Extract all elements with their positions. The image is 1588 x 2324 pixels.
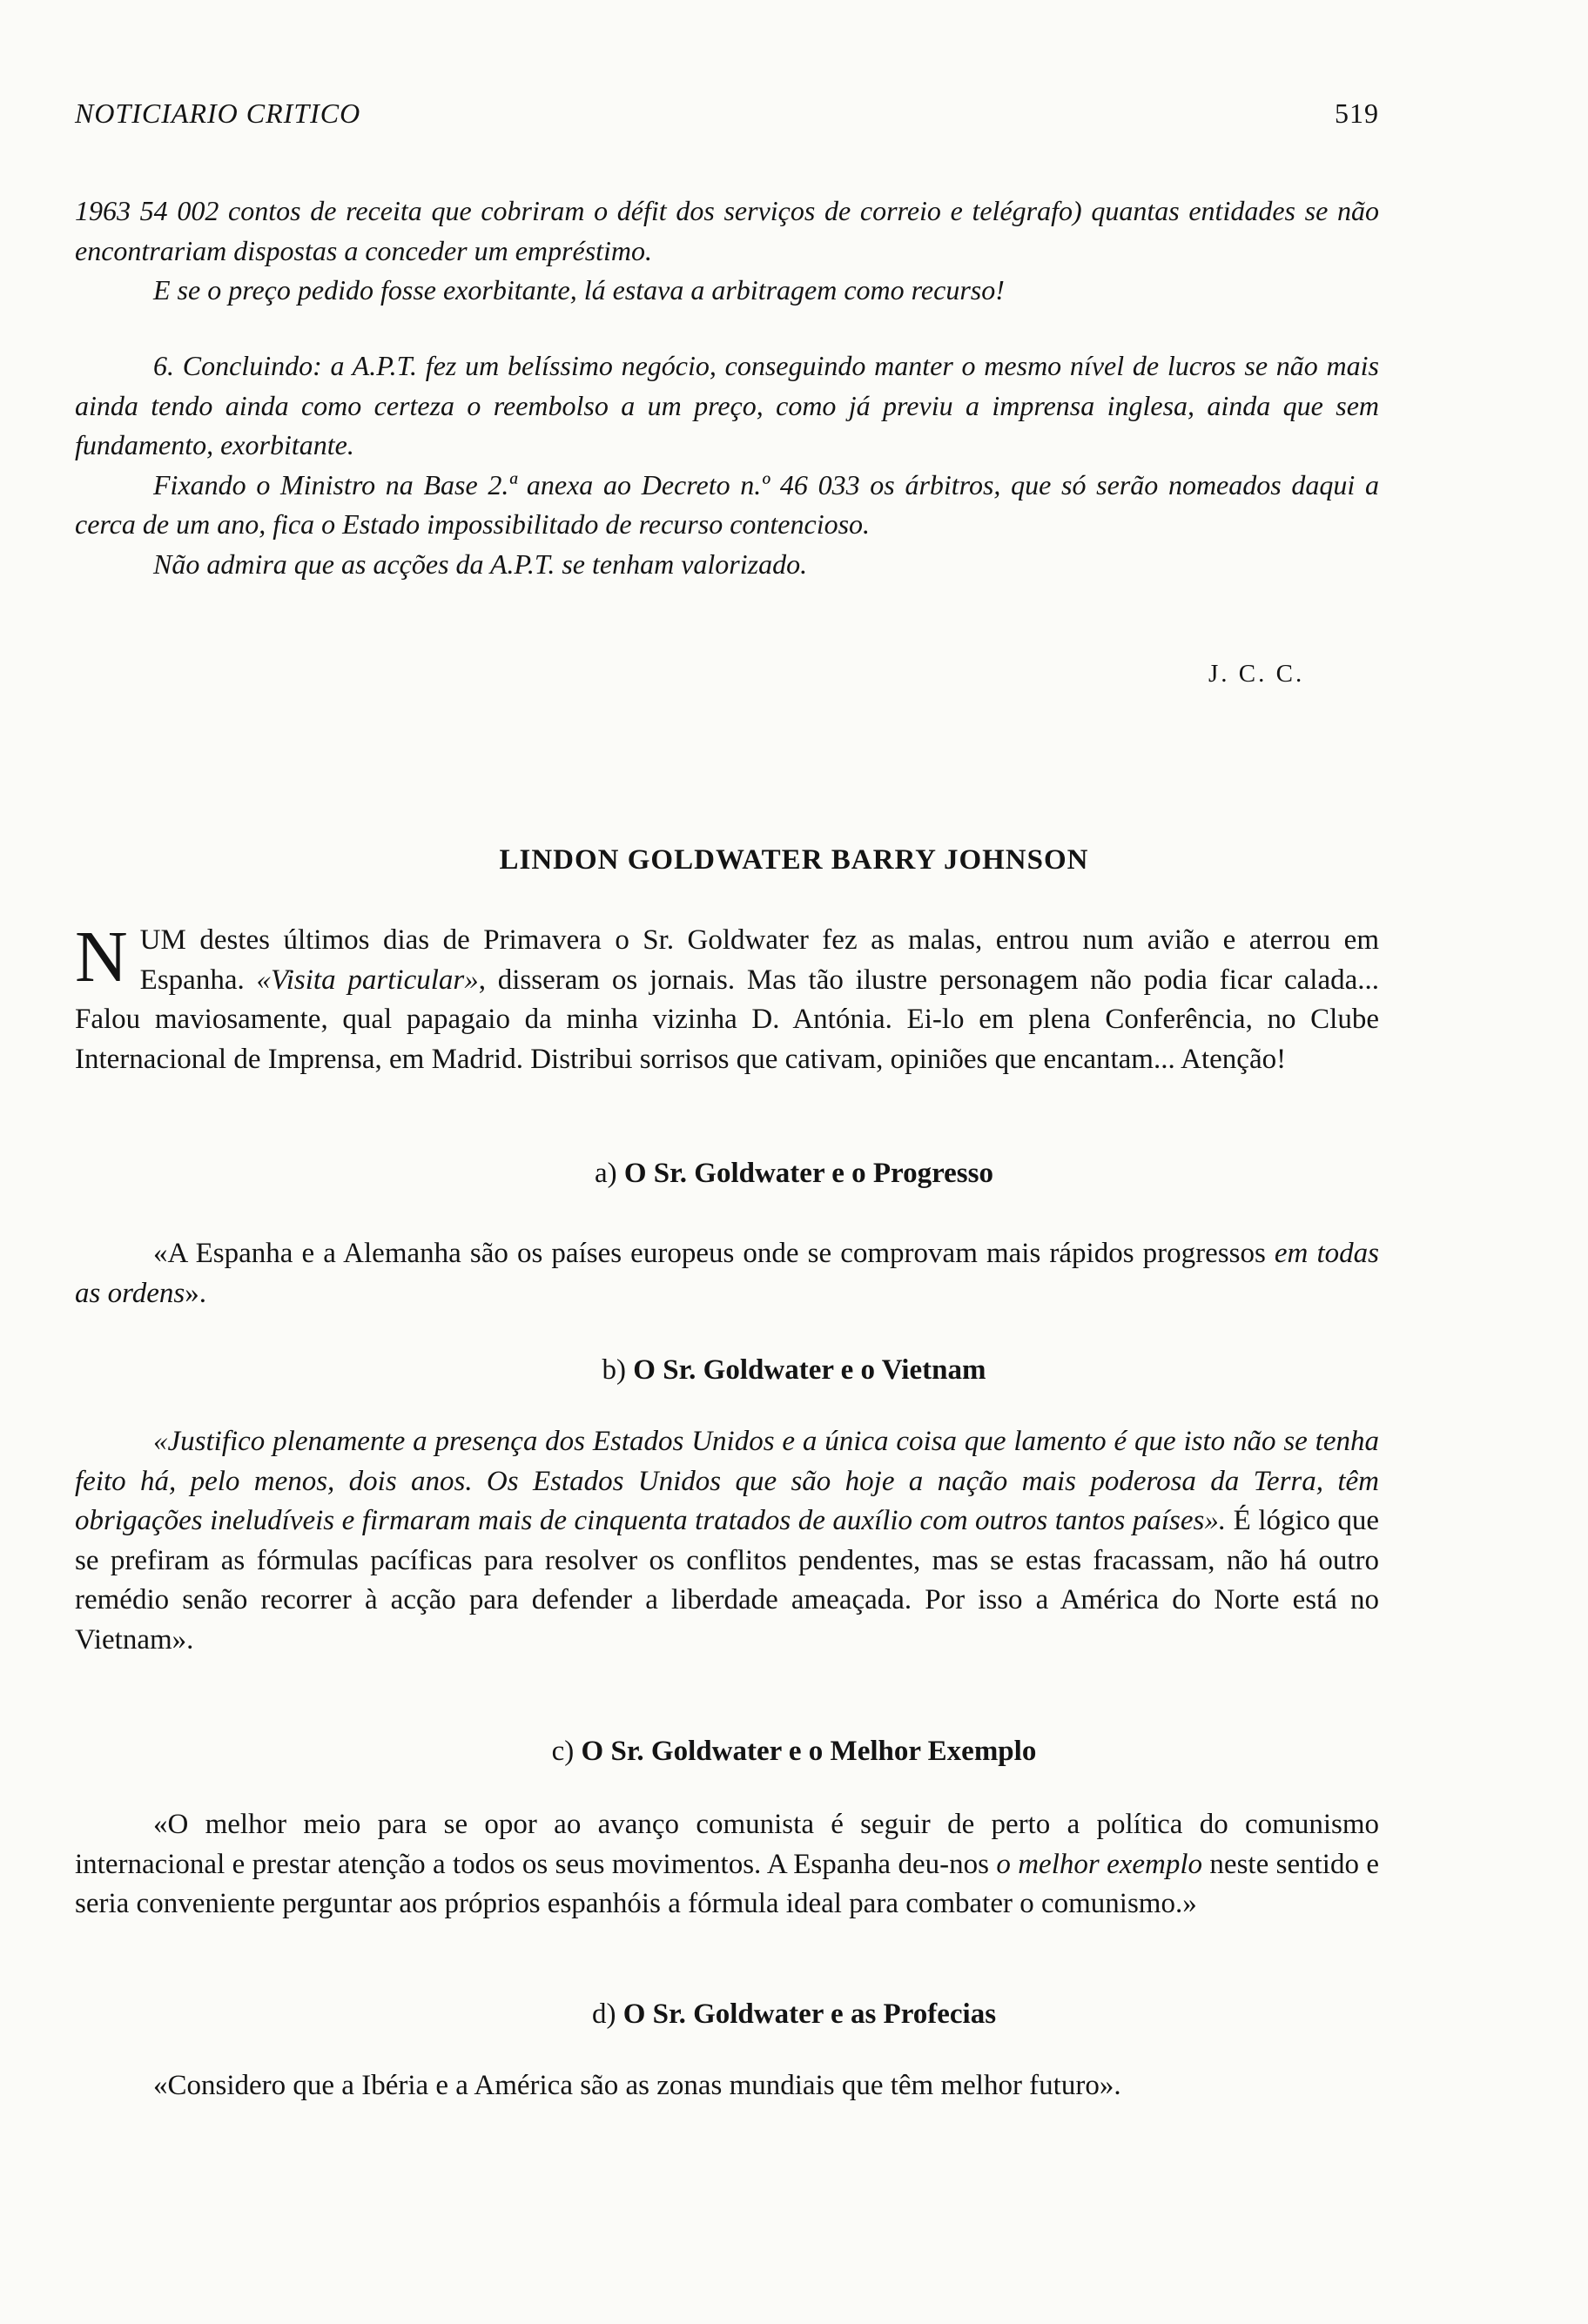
intro-quote: «Visita particular» — [256, 964, 479, 996]
b-text: É lógico que se prefiram as fórmulas pacíficas para resolver os conflitos pendentes, mas se estas fracassam, não há outro remédio senão recorrer à acção para defender a liberdade ameaçada. Por isso a América do Norte está no Vietnam». — [75, 1505, 1379, 1656]
section1-block2 — [75, 346, 1379, 584]
running-title: NOTICIARIO CRITICO — [75, 97, 361, 129]
c-text-end: neste sentido e seria conveniente perguntar aos próprios espanhóis a fórmula ideal para combater o comunismo.» — [75, 1848, 1379, 1919]
section-a-text — [75, 1234, 1379, 1313]
section1-para1: 1963 54 002 contos de receita que cobriram o défit dos serviços de correio e telégrafo) quantas entidades se não encontrariam dispostas a conceder um empréstimo. — [75, 195, 1379, 266]
running-header — [75, 97, 1379, 130]
b-text-italic: «Justifico plenamente a presença dos Estados Unidos e a única coisa que lamento é que isto não se tenha feito há, pelo menos, dois anos. Os Estados Unidos que são hoje a nação mais poderosa da Terra, têm obrigações ineludíveis e firmaram mais de cinquenta tratados de auxílio com outros tantos países». — [75, 1426, 1379, 1536]
article-intro — [75, 917, 1379, 1079]
section-c-text — [75, 1805, 1379, 1924]
section1-para5: Não admira que as acções da A.P.T. se tenham valorizado. — [153, 547, 808, 580]
subheading-b — [0, 1354, 1588, 1387]
subheading-c-title: O Sr. Goldwater e o Melhor Exemplo — [581, 1736, 1037, 1767]
section1-block1 — [75, 191, 1379, 311]
subheading-a-letter: a) — [595, 1158, 617, 1189]
article-title: LINDON GOLDWATER BARRY JOHNSON — [499, 844, 1089, 876]
subheading-d-letter: d) — [591, 1998, 616, 2030]
c-text-italic: o melhor exemplo — [996, 1848, 1203, 1880]
drop-cap: N — [75, 917, 128, 997]
section-b-text — [75, 1422, 1379, 1660]
c-text: «O melhor meio para se opor ao avanço comunista é seguir de perto a política do comunismo internacional e prestar atenção a todos os seus movimentos. A Espanha deu-nos — [75, 1809, 1379, 1880]
intro-start: UM destes últimos dias de Primavera o Sr. Goldwater fez as malas, entrou num avião e aterrou em Espanha. — [139, 924, 1379, 996]
section-d-text — [75, 2066, 1379, 2106]
a-text-end: ». — [185, 1277, 206, 1309]
section1-para3: 6. Concluindo: a A.P.T. fez um belíssimo negócio, conseguindo manter o mesmo nível de lucros se não mais ainda tendo ainda como certeza o reembolso a um preço, como já previu a imprensa inglesa, ainda que sem fundamento, exorbitante. — [75, 350, 1379, 460]
subheading-b-title: O Sr. Goldwater e o Vietnam — [633, 1354, 986, 1386]
a-text: «A Espanha e a Alemanha são os países europeus onde se comprovam mais rápidos progressos — [153, 1238, 1275, 1269]
subheading-a — [0, 1158, 1588, 1190]
subheading-a-title: O Sr. Goldwater e o Progresso — [623, 1158, 993, 1189]
subheading-d-title: O Sr. Goldwater e as Profecias — [622, 1998, 997, 2030]
d-text: «Considero que a Ibéria e a América são as zonas mundiais que têm melhor futuro». — [153, 2070, 1121, 2101]
a-text-italic: em todas as ordens — [75, 1238, 1379, 1309]
page-number: 519 — [1335, 97, 1379, 129]
section1-para2: E se o preço pedido fosse exorbitante, lá estava a arbitragem como recurso! — [153, 274, 1005, 306]
subheading-b-letter: b) — [602, 1354, 627, 1386]
intro-rest: , disseram os jornais. Mas tão ilustre personagem não podia ficar calada... Falou maviosamente, qual papagaio da minha vizinha D. Antónia. Ei-lo em plena Conferência, no Clube Internacional de Imprensa, em Madrid. Distribui sorrisos que cativam, opiniões que encantam... Atenção! — [75, 964, 1379, 1075]
subheading-c-letter: c) — [551, 1736, 575, 1767]
section1-para4: Fixando o Ministro na Base 2.ª anexa ao Decreto n.º 46 033 os árbitros, que só serão nomeados daqui a cerca de um ano, fica o Estado impossibilitado de recurso contencioso. — [75, 468, 1379, 540]
subheading-c — [0, 1736, 1588, 1768]
signature: J. C. C. — [1208, 660, 1305, 688]
subheading-d — [0, 1998, 1588, 2031]
